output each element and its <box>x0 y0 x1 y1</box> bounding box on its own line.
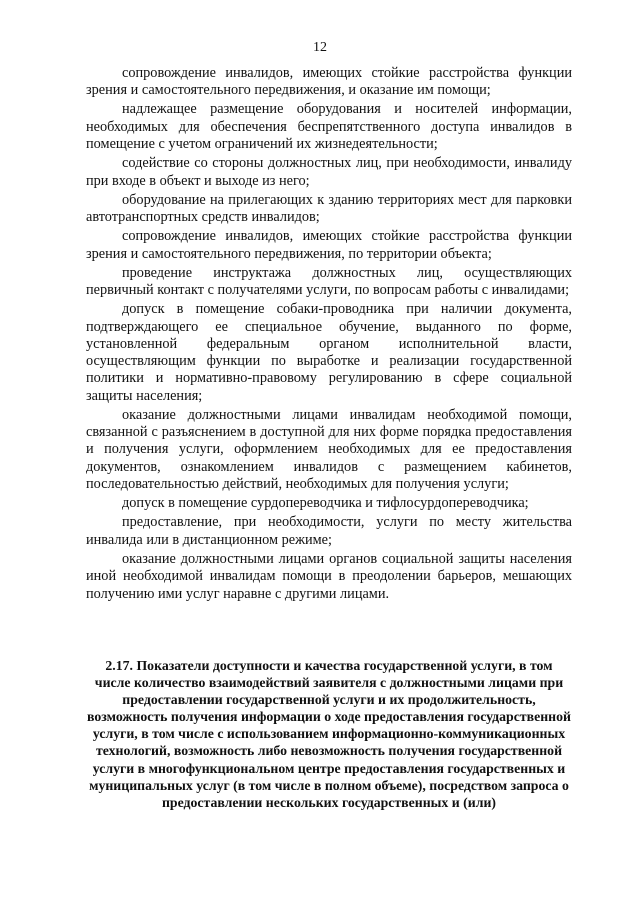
paragraph: допуск в помещение собаки-проводника при наличии документа, подтверждающего ее специальное обучение, выданного по форме, установленной федеральным органом исполнительной власти, осуществляющим функции по выработке и реализации государственной политики и нормативно-правовому регулированию в сфере социальной защиты населения; <box>86 301 572 404</box>
paragraph: надлежащее размещение оборудования и носителей информации, необходимых для обеспечения беспрепятственного доступа инвалидов в помещение с учетом ограничений их жизнедеятельности; <box>86 101 572 153</box>
paragraph: содействие со стороны должностных лиц, при необходимости, инвалиду при входе в объект и выходе из него; <box>86 155 572 189</box>
paragraph: допуск в помещение сурдопереводчика и тифлосурдопереводчика; <box>122 495 529 512</box>
section-heading: 2.17. Показатели доступности и качества государственной услуги, в том числе количество взаимодействий заявителя с должностными лицами при предоставлении государственной услуги и их продолжительность, возможность получения информации о ходе предоставления государственной услуги, в том числе с использованием информационно-коммуникационных технологий, возможность либо невозможность получения государственной услуги в многофункциональном центре предоставления государственных и муниципальных услуг (в том числе в полном объеме), посредством запроса о предоставлении нескольких государственных и (или) <box>87 658 571 810</box>
page-number: 12 <box>313 40 327 55</box>
paragraph: сопровождение инвалидов, имеющих стойкие расстройства функции зрения и самостоятельного передвижения, по территории объекта; <box>86 228 572 262</box>
paragraph: оказание должностными лицами инвалидам необходимой помощи, связанной с разъяснением в доступной для них форме порядка предоставления и получения услуги, оформлением необходимых для ее предоставления документов, ознакомлением инвалидов с размещением кабинетов, последовательностью действий, необходимых для получения услуги; <box>86 406 572 493</box>
paragraph: оборудование на прилегающих к зданию территориях мест для парковки автотранспортных средств инвалидов; <box>86 191 572 226</box>
paragraph: сопровождение инвалидов, имеющих стойкие расстройства функции зрения и самостоятельного передвижения, и оказание им помощи; <box>86 65 572 99</box>
paragraph: проведение инструктажа должностных лиц, осуществляющих первичный контакт с получателями услуги, по вопросам работы с инвалидами; <box>86 264 572 299</box>
body-text <box>86 65 572 605</box>
paragraph: оказание должностными лицами органов социальной защиты населения иной необходимой инвалидам помощи в преодолении барьеров, мешающих получению ими услуг наравне с другими лицами. <box>86 550 572 602</box>
paragraph: предоставление, при необходимости, услуги по месту жительства инвалида или в дистанционном режиме; <box>86 514 572 548</box>
